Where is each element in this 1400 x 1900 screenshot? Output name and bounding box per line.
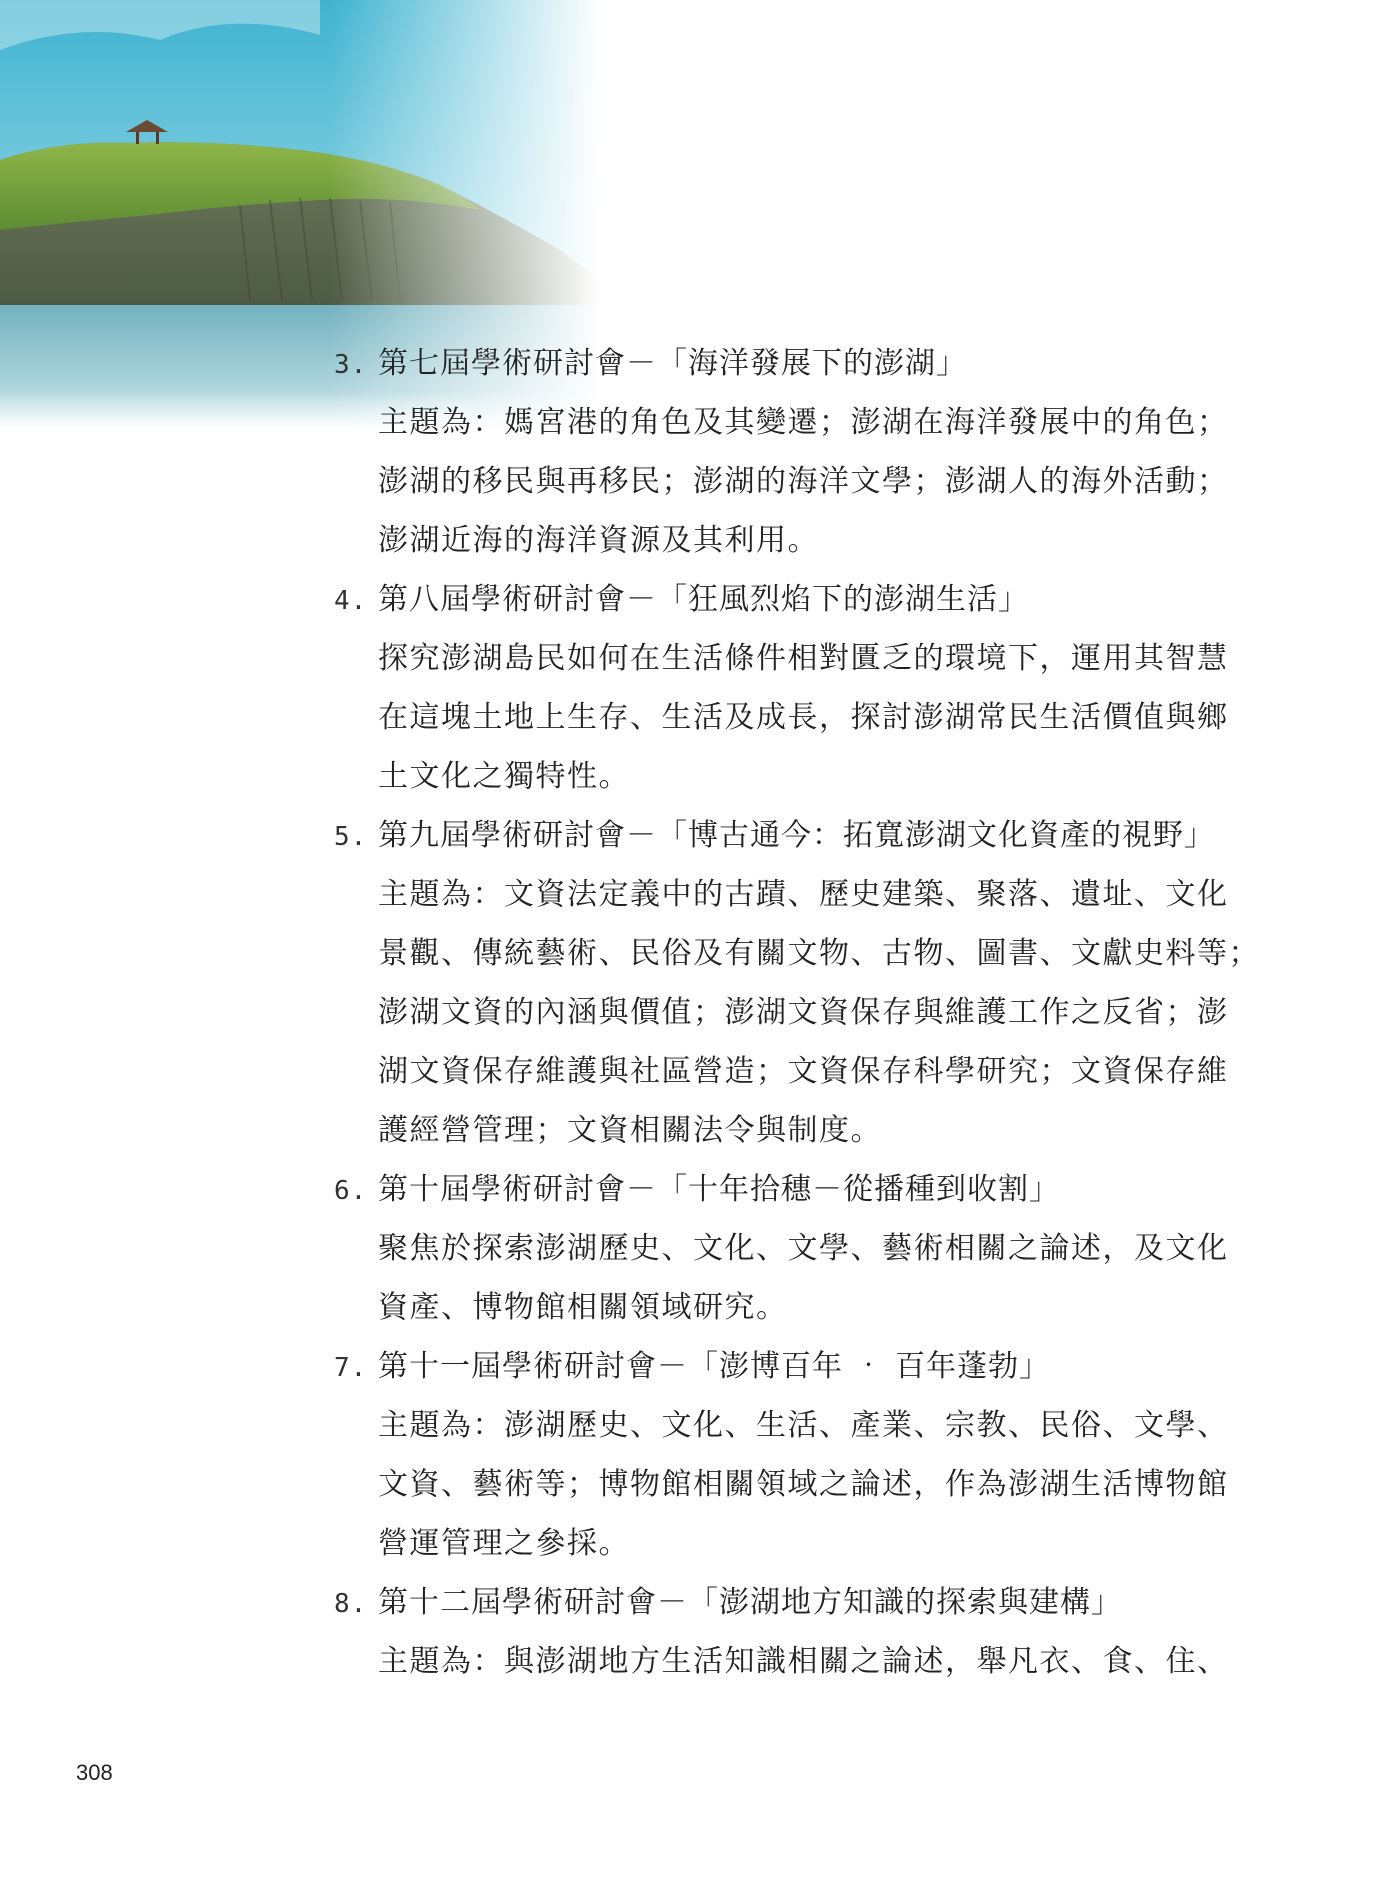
item-heading (334, 1337, 1238, 1396)
item-body-line: 景觀、傳統藝術、民俗及有關文物、古物、圖書、文獻史料等； (378, 936, 1260, 971)
list-item (334, 1337, 1238, 1573)
item-title: 第八屆學術研討會－「狂風烈焰下的澎湖生活」 (378, 582, 1029, 617)
item-number: 6. (334, 1176, 368, 1206)
item-heading (334, 570, 1238, 629)
item-heading (334, 334, 1238, 393)
list-item (334, 1160, 1238, 1337)
item-body-line: 營運管理之參採。 (378, 1526, 630, 1561)
page-number: 308 (76, 1760, 113, 1785)
item-number: 8. (334, 1589, 368, 1619)
list-item (334, 806, 1260, 1160)
item-heading (334, 1160, 1238, 1219)
item-body-line: 聚焦於探索澎湖歷史、文化、文學、藝術相關之論述，及文化 (378, 1231, 1229, 1266)
list-item (334, 1573, 1238, 1691)
item-body-line: 在這塊土地上生存、生活及成長，探討澎湖常民生活價值與鄉 (378, 700, 1229, 735)
item-title: 第九屆學術研討會－「博古通今：拓寬澎湖文化資產的視野」 (378, 818, 1215, 853)
item-number: 5. (334, 822, 368, 852)
item-body-line: 護經營管理；文資相關法令與制度。 (378, 1113, 882, 1148)
item-number: 4. (334, 586, 368, 616)
item-title: 第十二屆學術研討會－「澎湖地方知識的探索與建構」 (378, 1585, 1122, 1620)
seminar-list (334, 334, 1260, 1691)
item-heading (334, 806, 1238, 865)
item-body-line: 主題為：文資法定義中的古蹟、歷史建築、聚落、遺址、文化 (378, 877, 1229, 912)
list-item (334, 570, 1238, 806)
item-body-line: 資產、博物館相關領域研究。 (378, 1290, 788, 1325)
item-body-line: 澎湖近海的海洋資源及其利用。 (378, 523, 819, 558)
item-title: 第十一屆學術研討會－「澎博百年 ‧ 百年蓬勃」 (378, 1349, 1051, 1384)
item-body-line: 主題為：與澎湖地方生活知識相關之論述，舉凡衣、食、住、 (378, 1644, 1229, 1679)
item-body-line: 澎湖文資的內涵與價值；澎湖文資保存與維護工作之反省；澎 (378, 995, 1229, 1030)
item-body-line: 文資、藝術等；博物館相關領域之論述，作為澎湖生活博物館 (378, 1467, 1229, 1502)
item-body-line: 主題為：澎湖歷史、文化、生活、產業、宗教、民俗、文學、 (378, 1408, 1229, 1443)
item-body-line: 澎湖的移民與再移民；澎湖的海洋文學；澎湖人的海外活動； (378, 464, 1229, 499)
item-title: 第十屆學術研討會－「十年拾穗－從播種到收割」 (378, 1172, 1060, 1207)
item-body-line: 土文化之獨特性。 (378, 759, 630, 794)
item-number: 3. (334, 350, 368, 380)
item-body-line: 探究澎湖島民如何在生活條件相對匱乏的環境下，運用其智慧 (378, 641, 1229, 676)
item-heading (334, 1573, 1238, 1632)
item-number: 7. (334, 1353, 368, 1383)
list-item (334, 334, 1238, 570)
item-title: 第七屆學術研討會－「海洋發展下的澎湖」 (378, 346, 967, 381)
item-body-line: 湖文資保存維護與社區營造；文資保存科學研究；文資保存維 (378, 1054, 1229, 1089)
item-body-line: 主題為：媽宮港的角色及其變遷；澎湖在海洋發展中的角色； (378, 405, 1229, 440)
